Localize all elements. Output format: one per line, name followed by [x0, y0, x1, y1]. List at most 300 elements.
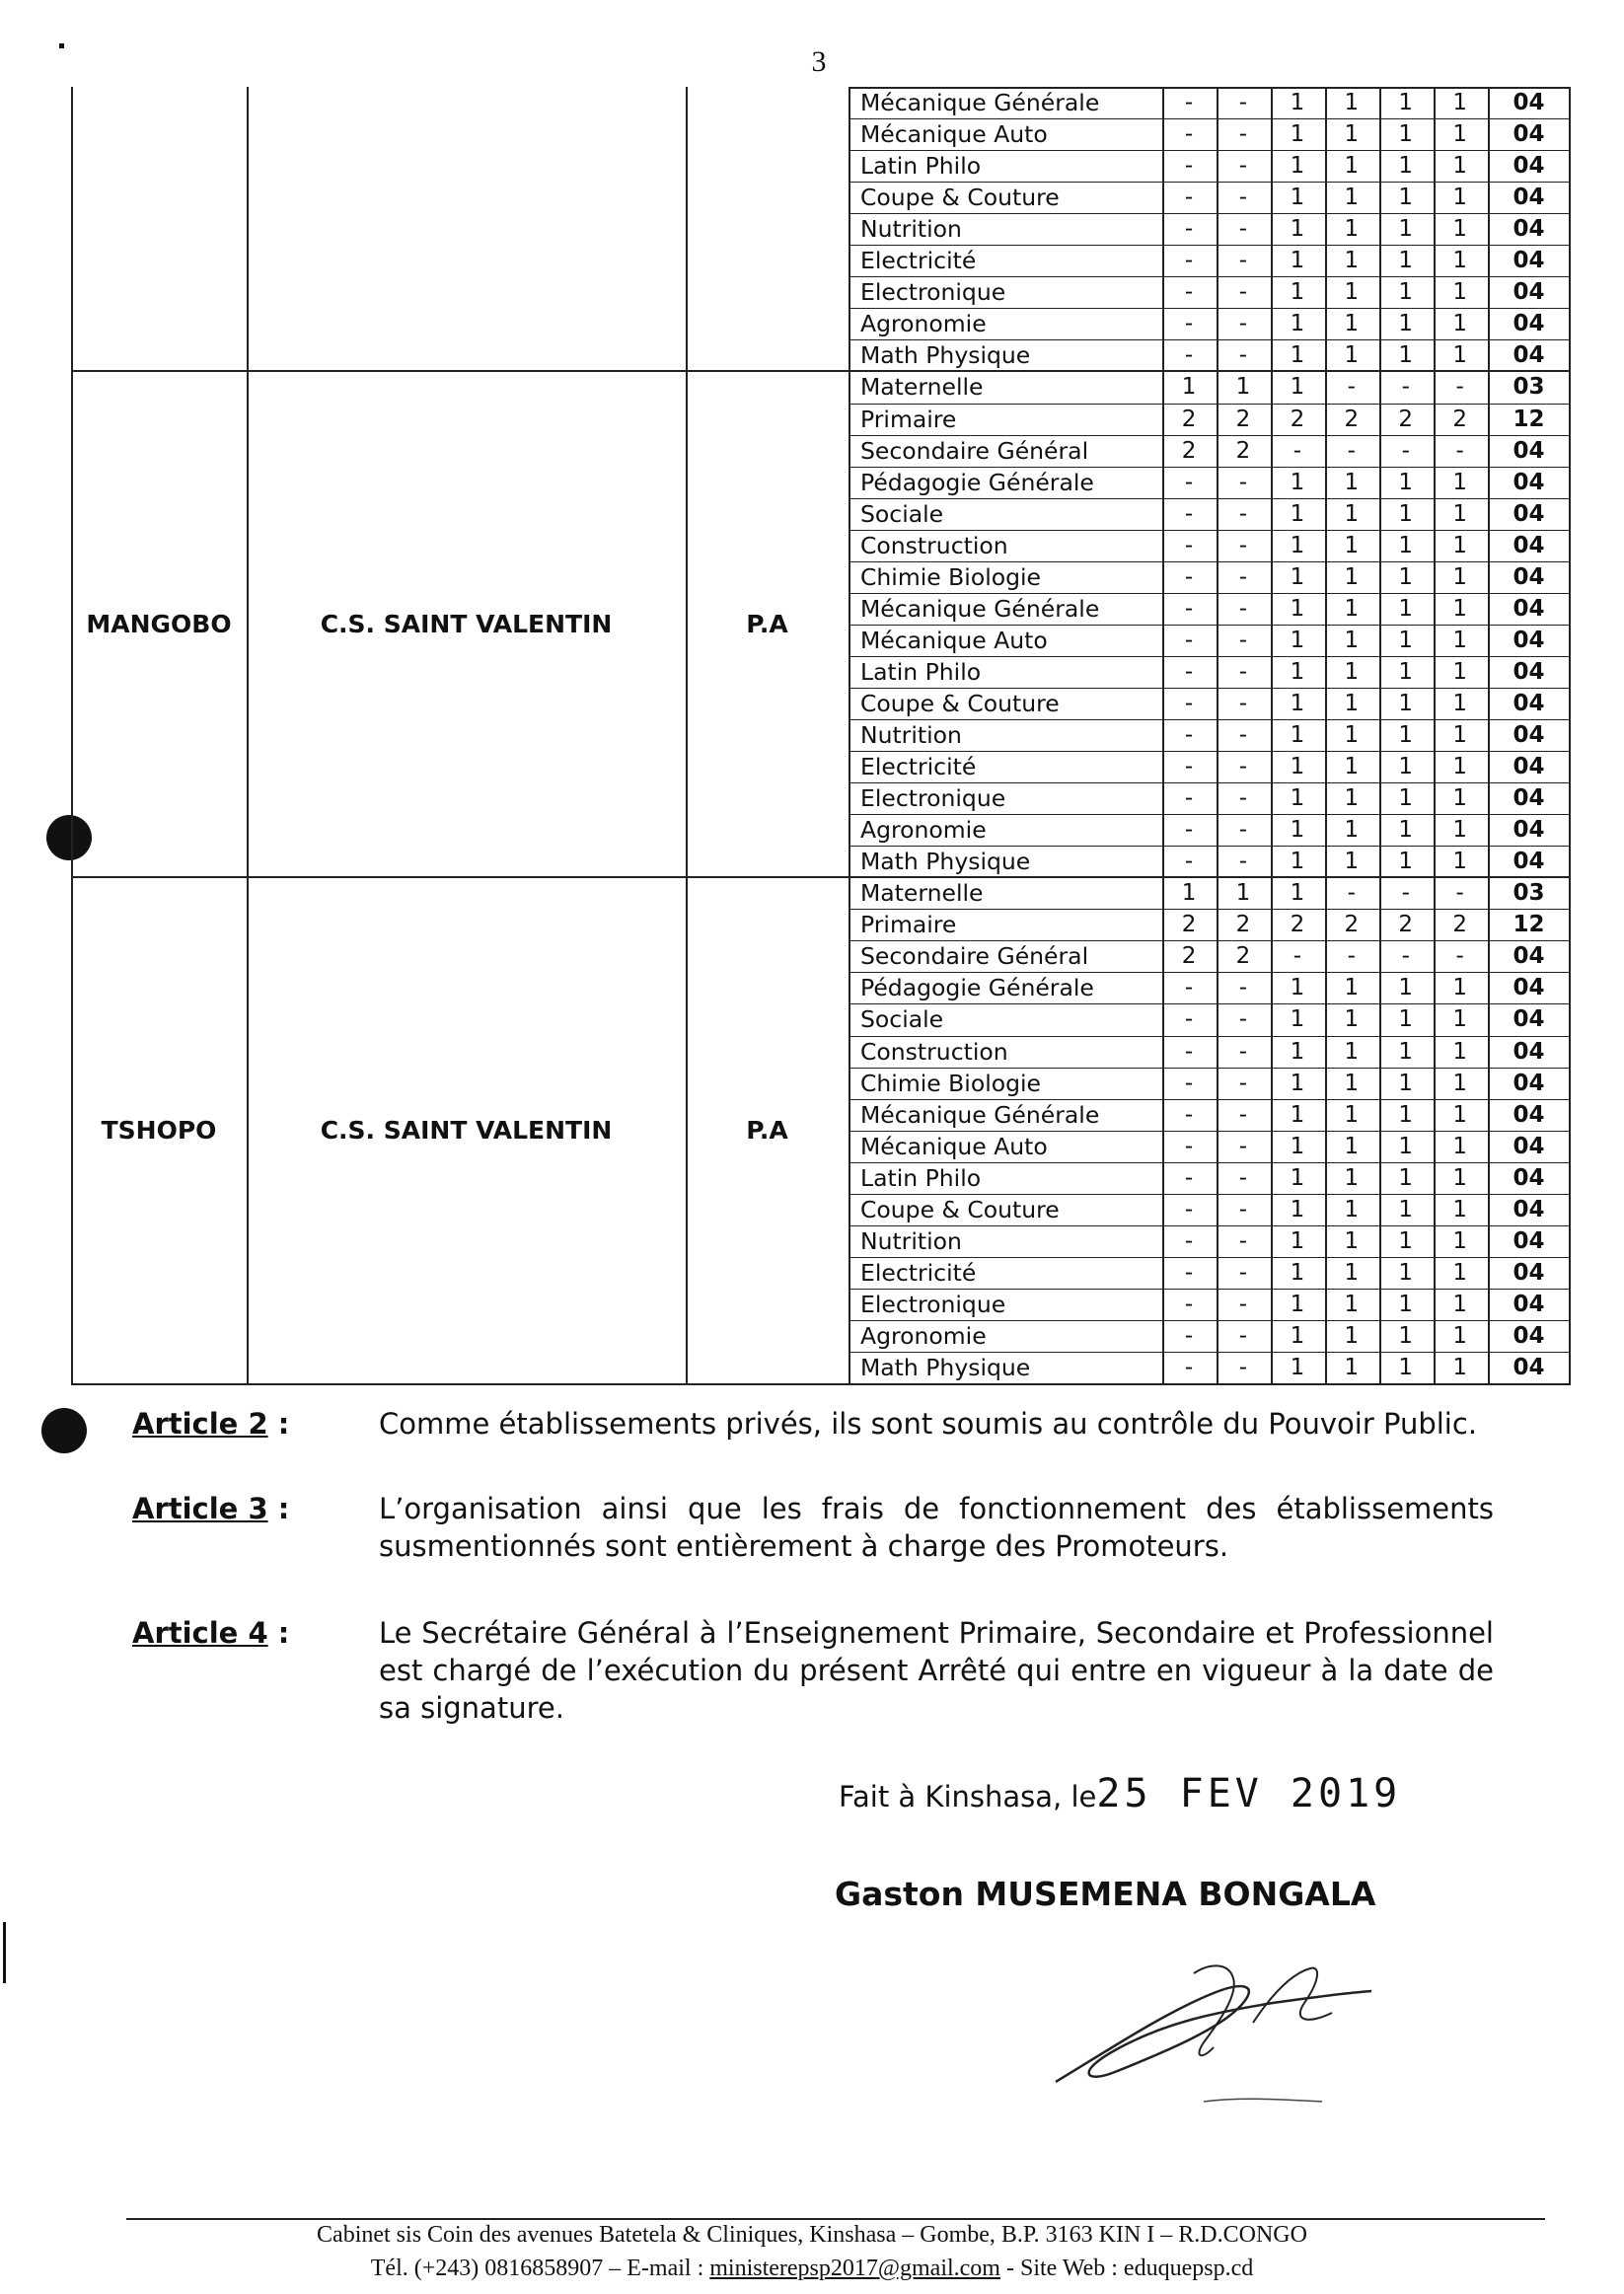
- level-count: 1: [1344, 311, 1360, 337]
- level-count: -: [1347, 880, 1356, 907]
- level-count: 1: [1452, 975, 1467, 1001]
- column-divider: [1162, 87, 1164, 1383]
- level-count: -: [1238, 595, 1248, 622]
- level-count: 1: [1398, 216, 1414, 243]
- level-count: 1: [1398, 532, 1414, 558]
- option-name: Latin Philo: [860, 657, 982, 686]
- level-count: 1: [1452, 690, 1467, 716]
- table-row: [849, 625, 1571, 656]
- level-count: -: [1184, 595, 1194, 622]
- table-row: [849, 909, 1571, 940]
- row-divider: [849, 1320, 1571, 1321]
- level-count: 1: [1452, 1038, 1467, 1065]
- table-row: [849, 87, 1571, 118]
- table-row: [849, 814, 1571, 846]
- option-name: Mécanique Auto: [860, 626, 1048, 654]
- level-count: 1: [1344, 1259, 1360, 1286]
- option-name: Latin Philo: [860, 1163, 982, 1192]
- level-count: -: [1184, 311, 1194, 337]
- level-count: 1: [1398, 469, 1414, 495]
- option-name: Primaire: [860, 405, 957, 433]
- level-count: -: [1238, 817, 1248, 844]
- level-count: 1: [1452, 1322, 1467, 1349]
- level-count: 1: [1452, 1227, 1467, 1254]
- level-count: 2: [1181, 406, 1197, 432]
- row-total: 04: [1513, 90, 1545, 115]
- column-divider: [849, 87, 850, 1383]
- level-count: 1: [1290, 785, 1305, 812]
- level-count: 1: [1452, 469, 1467, 495]
- option-name: Pédagogie Générale: [860, 468, 1094, 496]
- level-count: 1: [1290, 563, 1305, 590]
- column-divider: [1217, 87, 1218, 1383]
- level-count: -: [1184, 1101, 1194, 1128]
- level-count: 1: [1344, 500, 1360, 527]
- table-row: [849, 846, 1571, 877]
- level-count: -: [1184, 1196, 1194, 1222]
- page-number: 3: [811, 45, 827, 78]
- row-total: 04: [1513, 216, 1545, 243]
- column-divider: [247, 87, 249, 1383]
- row-divider: [849, 1352, 1571, 1353]
- table-row: [849, 1099, 1571, 1131]
- signer-name: Gaston MUSEMENA BONGALA: [835, 1875, 1376, 1913]
- level-count: 1: [1344, 1133, 1360, 1159]
- level-count: 1: [1344, 627, 1360, 653]
- level-count: 1: [1290, 469, 1305, 495]
- section-city: [71, 87, 247, 371]
- column-divider: [686, 87, 688, 1383]
- level-count: -: [1184, 785, 1194, 812]
- level-count: -: [1238, 185, 1248, 211]
- row-total: 04: [1513, 1259, 1545, 1286]
- row-total: 03: [1513, 880, 1545, 907]
- option-name: Chimie Biologie: [860, 1069, 1042, 1097]
- row-total: 04: [1513, 1070, 1545, 1096]
- level-count: -: [1401, 374, 1410, 401]
- level-count: 1: [1344, 722, 1360, 748]
- row-total: 04: [1513, 1322, 1545, 1349]
- level-count: 1: [1398, 975, 1414, 1001]
- footer-rule: [126, 2218, 1545, 2220]
- option-name: Chimie Biologie: [860, 562, 1042, 591]
- level-count: 1: [1344, 1322, 1360, 1349]
- level-count: 1: [1290, 121, 1305, 148]
- option-name: Coupe & Couture: [860, 1195, 1060, 1223]
- option-name: Nutrition: [860, 1226, 962, 1255]
- row-total: 04: [1513, 595, 1545, 622]
- article-text: Comme établissements privés, ils sont soumis au contrôle du Pouvoir Public.: [379, 1407, 1478, 1441]
- footer-tel: Tél. (+243) 0816858907 – E-mail :: [370, 2256, 710, 2281]
- row-total: 04: [1513, 1196, 1545, 1222]
- column-divider: [1569, 87, 1571, 1383]
- option-name: Coupe & Couture: [860, 689, 1060, 717]
- level-count: 1: [1452, 627, 1467, 653]
- article-label-text: Article 3: [132, 1492, 268, 1525]
- table-row: [849, 1352, 1571, 1383]
- table-row: [849, 1257, 1571, 1289]
- level-count: 1: [1452, 1070, 1467, 1096]
- table-row: [849, 339, 1571, 371]
- row-divider: [849, 245, 1571, 246]
- footer-address: Cabinet sis Coin des avenues Batetela & Cliniques, Kinshasa – Gombe, B.P. 3163 KIN I – R.D.CONGO: [317, 2222, 1307, 2248]
- table-row: [849, 498, 1571, 530]
- table-row: [849, 118, 1571, 150]
- row-total: 04: [1513, 1227, 1545, 1254]
- row-total: 04: [1513, 185, 1545, 211]
- level-count: 1: [1344, 469, 1360, 495]
- level-count: 1: [1398, 1006, 1414, 1033]
- row-divider: [849, 1003, 1571, 1004]
- level-count: 1: [1398, 311, 1414, 337]
- level-count: 1: [1398, 817, 1414, 844]
- level-count: -: [1292, 943, 1302, 970]
- level-count: -: [1184, 500, 1194, 527]
- row-divider: [849, 1068, 1571, 1069]
- level-count: 1: [1344, 1291, 1360, 1317]
- row-divider: [849, 593, 1571, 594]
- level-count: -: [1347, 374, 1356, 401]
- level-count: 1: [1452, 754, 1467, 780]
- table-row: [849, 530, 1571, 561]
- row-total: 04: [1513, 817, 1545, 844]
- row-divider: [849, 150, 1571, 151]
- level-count: 1: [1398, 500, 1414, 527]
- section-school: C.S. SAINT VALENTIN: [320, 610, 613, 639]
- level-count: 1: [1398, 658, 1414, 685]
- level-count: 1: [1452, 1133, 1467, 1159]
- level-count: 1: [1452, 532, 1467, 558]
- level-count: 1: [1344, 1006, 1360, 1033]
- option-name: Agronomie: [860, 310, 987, 338]
- level-count: -: [1238, 563, 1248, 590]
- section-2: [71, 877, 849, 1383]
- level-count: 1: [1452, 216, 1467, 243]
- section-category: [686, 87, 849, 371]
- table-row: [849, 877, 1571, 909]
- table-row: [849, 276, 1571, 308]
- row-divider: [849, 688, 1571, 689]
- level-count: 1: [1344, 754, 1360, 780]
- row-total: 04: [1513, 437, 1545, 464]
- row-divider: [849, 909, 1571, 910]
- level-count: -: [1184, 658, 1194, 685]
- row-total: 04: [1513, 248, 1545, 274]
- level-count: 1: [1398, 1227, 1414, 1254]
- level-count: 1: [1452, 121, 1467, 148]
- level-count: 1: [1344, 279, 1360, 306]
- column-divider: [1379, 87, 1381, 1383]
- level-count: 1: [1452, 722, 1467, 748]
- level-count: -: [1238, 849, 1248, 875]
- level-count: 1: [1290, 1038, 1305, 1065]
- level-count: 1: [1290, 1227, 1305, 1254]
- row-divider: [849, 1257, 1571, 1258]
- option-name: Construction: [860, 531, 1008, 559]
- section-category: P.A: [746, 1116, 788, 1146]
- table-row: [849, 972, 1571, 1003]
- level-count: 2: [1344, 406, 1360, 432]
- row-divider: [849, 846, 1571, 847]
- level-count: 1: [1398, 1291, 1414, 1317]
- table-row: [849, 1068, 1571, 1099]
- level-count: -: [1401, 437, 1410, 464]
- level-count: -: [1184, 563, 1194, 590]
- scan-mark: [3, 1922, 6, 1983]
- level-count: -: [1238, 121, 1248, 148]
- level-count: 1: [1344, 817, 1360, 844]
- row-divider: [849, 276, 1571, 277]
- level-count: 1: [1290, 216, 1305, 243]
- level-count: 1: [1290, 1291, 1305, 1317]
- row-total: 04: [1513, 1164, 1545, 1191]
- level-count: -: [1184, 342, 1194, 369]
- level-count: 2: [1344, 912, 1360, 938]
- table-row: [849, 308, 1571, 339]
- level-count: 2: [1235, 943, 1251, 970]
- section-1: [71, 371, 849, 877]
- option-name: Coupe & Couture: [860, 184, 1060, 212]
- row-total: 04: [1513, 627, 1545, 653]
- level-count: 1: [1398, 1259, 1414, 1286]
- level-count: -: [1184, 1291, 1194, 1317]
- row-divider: [849, 404, 1571, 405]
- level-count: -: [1184, 216, 1194, 243]
- option-name: Electronique: [860, 278, 1006, 307]
- option-name: Secondaire Général: [860, 942, 1089, 971]
- level-count: 1: [1290, 627, 1305, 653]
- row-total: 04: [1513, 943, 1545, 970]
- level-count: -: [1184, 1322, 1194, 1349]
- row-divider: [849, 1162, 1571, 1163]
- level-count: -: [1238, 1196, 1248, 1222]
- level-count: 1: [1290, 1164, 1305, 1191]
- level-count: -: [1238, 1038, 1248, 1065]
- level-count: -: [1184, 279, 1194, 306]
- level-count: 1: [1290, 975, 1305, 1001]
- level-count: 1: [1344, 595, 1360, 622]
- level-count: 2: [1290, 406, 1305, 432]
- row-total: 04: [1513, 1291, 1545, 1317]
- level-count: -: [1238, 1101, 1248, 1128]
- table-row: [849, 1289, 1571, 1320]
- row-total: 04: [1513, 1101, 1545, 1128]
- level-count: 1: [1452, 185, 1467, 211]
- row-divider: [849, 530, 1571, 531]
- level-count: -: [1184, 1164, 1194, 1191]
- level-count: 1: [1452, 311, 1467, 337]
- level-count: 1: [1398, 785, 1414, 812]
- level-count: -: [1184, 1070, 1194, 1096]
- option-name: Pédagogie Générale: [860, 974, 1094, 1002]
- table-row: [849, 435, 1571, 467]
- level-count: 1: [1290, 754, 1305, 780]
- option-name: Agronomie: [860, 816, 987, 845]
- row-divider: [849, 498, 1571, 499]
- option-name: Nutrition: [860, 721, 962, 749]
- level-count: -: [1184, 1006, 1194, 1033]
- option-name: Electronique: [860, 1290, 1006, 1318]
- level-count: 1: [1398, 849, 1414, 875]
- column-divider: [1325, 87, 1327, 1383]
- table-row: [849, 1225, 1571, 1257]
- table-row: [849, 1131, 1571, 1162]
- level-count: 1: [1344, 563, 1360, 590]
- level-count: 1: [1452, 1355, 1467, 1380]
- row-divider: [849, 435, 1571, 436]
- table-row: [849, 404, 1571, 435]
- table-row: [849, 1003, 1571, 1035]
- level-count: 1: [1398, 1070, 1414, 1096]
- level-count: 1: [1344, 1070, 1360, 1096]
- level-count: 1: [1452, 785, 1467, 812]
- level-count: 1: [1398, 279, 1414, 306]
- table-row: [849, 561, 1571, 593]
- level-count: 1: [1290, 1070, 1305, 1096]
- signature-icon: [1046, 1934, 1381, 2121]
- option-name: Mécanique Générale: [860, 1100, 1100, 1129]
- option-name: Electronique: [860, 784, 1006, 813]
- level-count: 1: [1452, 153, 1467, 180]
- level-count: -: [1238, 1355, 1248, 1380]
- row-total: 04: [1513, 975, 1545, 1001]
- row-divider: [849, 814, 1571, 815]
- row-divider: [849, 751, 1571, 752]
- option-name: Sociale: [860, 1005, 944, 1034]
- level-count: 1: [1344, 532, 1360, 558]
- level-count: 1: [1290, 817, 1305, 844]
- level-count: -: [1238, 658, 1248, 685]
- level-count: -: [1455, 880, 1464, 907]
- level-count: -: [1401, 880, 1410, 907]
- level-count: -: [1184, 90, 1194, 115]
- level-count: 1: [1398, 627, 1414, 653]
- row-divider: [849, 1036, 1571, 1037]
- table-row: [849, 182, 1571, 213]
- row-total: 03: [1513, 374, 1545, 401]
- table-row: [849, 467, 1571, 498]
- level-count: -: [1238, 342, 1248, 369]
- level-count: 1: [1452, 658, 1467, 685]
- level-count: -: [1238, 469, 1248, 495]
- level-count: -: [1184, 1133, 1194, 1159]
- level-count: 1: [1290, 311, 1305, 337]
- option-name: Electricité: [860, 1258, 977, 1287]
- table-row: [849, 371, 1571, 403]
- table-row: [849, 1320, 1571, 1352]
- row-divider: [849, 1289, 1571, 1290]
- level-count: 2: [1235, 912, 1251, 938]
- level-count: 1: [1290, 1133, 1305, 1159]
- level-count: 1: [1344, 849, 1360, 875]
- level-count: -: [1184, 248, 1194, 274]
- level-count: 1: [1290, 1355, 1305, 1380]
- level-count: 2: [1181, 943, 1197, 970]
- row-divider: [849, 467, 1571, 468]
- level-count: 1: [1398, 563, 1414, 590]
- level-count: -: [1401, 943, 1410, 970]
- option-name: Math Physique: [860, 848, 1031, 876]
- table-row: [849, 719, 1571, 751]
- article-text: L’organisation ainsi que les frais de fonctionnement des établissements susmentionnés sont entièrement à charge des Promoteurs.: [379, 1492, 1494, 1563]
- level-count: -: [1455, 943, 1464, 970]
- level-count: 2: [1235, 437, 1251, 464]
- row-total: 04: [1513, 563, 1545, 590]
- level-count: -: [1347, 437, 1356, 464]
- level-count: 1: [1452, 1164, 1467, 1191]
- level-count: 1: [1398, 90, 1414, 115]
- row-divider: [849, 118, 1571, 119]
- row-total: 04: [1513, 1355, 1545, 1380]
- level-count: 1: [1452, 849, 1467, 875]
- level-count: -: [1184, 1038, 1194, 1065]
- level-count: 1: [1398, 1038, 1414, 1065]
- level-count: 1: [1344, 975, 1360, 1001]
- table-row: [849, 245, 1571, 276]
- row-total: 04: [1513, 469, 1545, 495]
- level-count: -: [1238, 311, 1248, 337]
- table-row: [849, 940, 1571, 972]
- column-divider: [71, 87, 73, 1383]
- table-row: [849, 688, 1571, 719]
- row-total: 04: [1513, 1038, 1545, 1065]
- level-count: 1: [1344, 1196, 1360, 1222]
- table-row: [849, 751, 1571, 782]
- level-count: -: [1184, 469, 1194, 495]
- option-name: Math Physique: [860, 341, 1031, 370]
- article-label: Article 2 :: [132, 1407, 290, 1441]
- level-count: 1: [1398, 1322, 1414, 1349]
- level-count: 1: [1398, 153, 1414, 180]
- row-divider: [849, 1194, 1571, 1195]
- table-border: [71, 1383, 1571, 1385]
- level-count: -: [1455, 374, 1464, 401]
- option-name: Primaire: [860, 911, 957, 939]
- level-count: -: [1238, 1291, 1248, 1317]
- level-count: 1: [1290, 153, 1305, 180]
- level-count: 1: [1290, 595, 1305, 622]
- row-total: 04: [1513, 121, 1545, 148]
- level-count: 1: [1344, 153, 1360, 180]
- row-divider: [849, 972, 1571, 973]
- table-border: [849, 87, 1571, 89]
- level-count: 1: [1344, 1227, 1360, 1254]
- level-count: 1: [1452, 1101, 1467, 1128]
- level-count: 1: [1290, 880, 1305, 907]
- article-text: Le Secrétaire Général à l’Enseignement Primaire, Secondaire et Professionnel est chargé de l’exécution du présent Arrêté qui entre en vigueur à la date de sa signature.: [379, 1616, 1494, 1725]
- level-count: -: [1238, 279, 1248, 306]
- level-count: -: [1238, 1070, 1248, 1096]
- level-count: 1: [1452, 1006, 1467, 1033]
- level-count: -: [1238, 1006, 1248, 1033]
- level-count: 1: [1290, 849, 1305, 875]
- level-count: 1: [1452, 817, 1467, 844]
- level-count: 1: [1398, 1196, 1414, 1222]
- row-divider: [849, 213, 1571, 214]
- level-count: 2: [1181, 437, 1197, 464]
- section-school: C.S. SAINT VALENTIN: [320, 1116, 613, 1146]
- level-count: 1: [1452, 90, 1467, 115]
- level-count: 1: [1398, 690, 1414, 716]
- column-divider: [1434, 87, 1436, 1383]
- section-city: TSHOPO: [101, 1116, 217, 1146]
- level-count: 1: [1290, 1322, 1305, 1349]
- level-count: -: [1184, 722, 1194, 748]
- row-divider: [849, 561, 1571, 562]
- row-divider: [849, 719, 1571, 720]
- footer-site: - Site Web : eduquepsp.cd: [999, 2256, 1254, 2281]
- level-count: 1: [1398, 1164, 1414, 1191]
